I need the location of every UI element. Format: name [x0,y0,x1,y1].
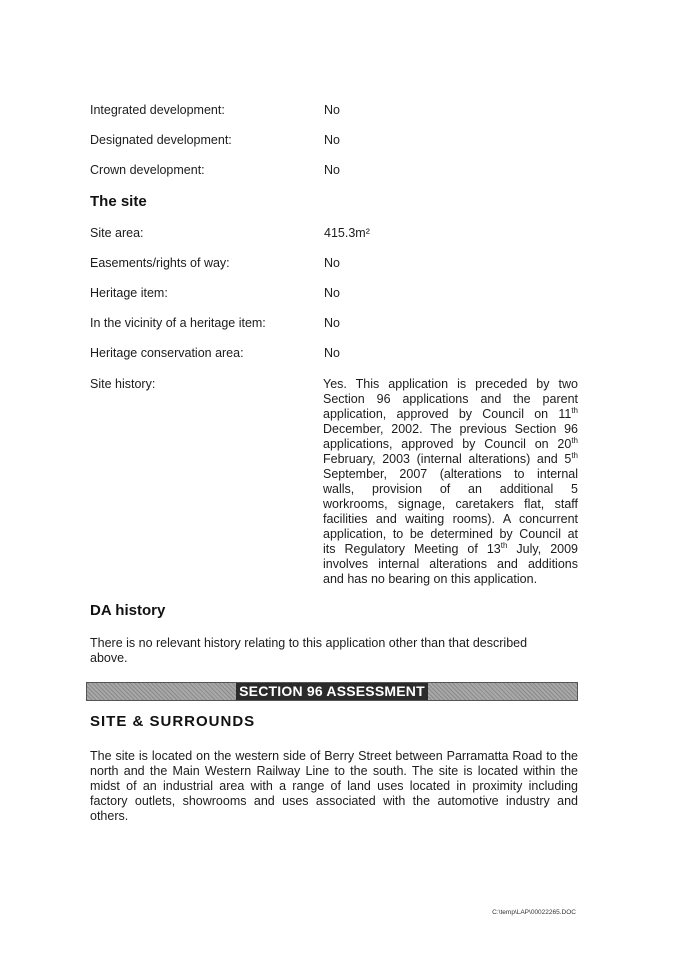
superscript: th [571,450,578,460]
row-label-site-area: Site area: [90,226,144,240]
da-history-heading: DA history [90,602,166,619]
section-banner-title: SECTION 96 ASSESSMENT [236,683,428,700]
da-history-text: There is no relevant history relating to this application other than that described above. [90,636,528,665]
row-value-integrated: No [324,103,340,117]
section-banner [86,682,578,701]
row-value-crown: No [324,163,340,177]
history-line [323,542,578,557]
row-label-conservation-area: Heritage conservation area: [90,346,244,360]
row-label-heritage-vicinity: In the vicinity of a heritage item: [90,316,266,330]
history-line: application, to be determined by Council at [323,527,578,541]
history-line: facilities and waiting rooms). A concurrent [323,512,578,526]
history-line: Section 96 applications and the parent [323,392,578,406]
site-history-text [323,377,578,587]
history-line: involves internal alterations and additions [323,557,578,571]
history-text: applications, approved by Council on 20 [323,437,572,451]
history-line: walls, provision of an additional 5 [323,482,578,496]
site-heading: The site [90,193,147,210]
row-value-conservation-area: No [324,346,340,360]
row-value-easements: No [324,256,340,270]
history-text: February, 2003 (internal alterations) and 5 [323,452,572,466]
footer-filename: C:\temp\LAP\00022265.DOC [492,909,576,916]
history-line [323,407,578,422]
history-line: workrooms, signage, caretakers flat, staff [323,497,578,511]
row-value-heritage-vicinity: No [324,316,340,330]
row-value-heritage-item: No [324,286,340,300]
history-line [323,437,578,452]
history-line [323,452,578,467]
history-line: Yes. This application is preceded by two [323,377,578,391]
history-line: December, 2002. The previous Section 96 [323,422,578,436]
history-line: and has no bearing on this application. [323,572,538,586]
surrounds-heading: SITE & SURROUNDS [90,713,256,730]
history-line: September, 2007 (alterations to internal [323,467,578,481]
row-label-crown: Crown development: [90,163,205,177]
superscript: th [571,405,578,415]
row-label-integrated: Integrated development: [90,103,225,117]
site-history-label: Site history: [90,377,156,391]
row-label-easements: Easements/rights of way: [90,256,230,270]
history-text: July, 2009 [507,542,579,556]
row-label-heritage-item: Heritage item: [90,286,168,300]
surrounds-text: The site is located on the western side of Berry Street between Parramatta Road to the north and the Main Western Railway Line to the south. The site is located within the midst of an industrial area with a range of land uses located in proximity including factory outlets, showrooms and uses associated with the automotive industry and others. [90,749,578,823]
superscript: th [571,435,578,445]
history-text: application, approved by Council on 11 [323,407,572,421]
superscript: th [500,540,508,550]
row-label-designated: Designated development: [90,133,232,147]
row-value-site-area: 415.3m² [324,226,370,240]
history-text: its Regulatory Meeting of 13 [323,542,501,556]
row-value-designated: No [324,133,340,147]
